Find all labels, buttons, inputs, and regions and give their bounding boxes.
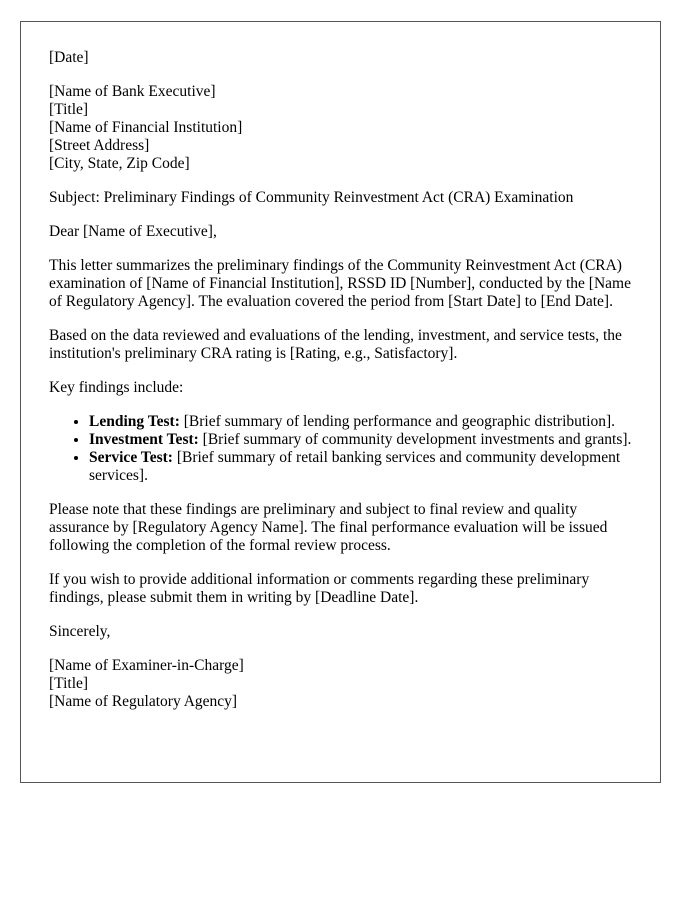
signature-block	[49, 657, 632, 711]
finding-item-service	[89, 449, 632, 485]
key-findings-intro: Key findings include:	[49, 379, 184, 396]
letter-date: [Date]	[49, 49, 89, 66]
subject-line: Subject: Preliminary Findings of Community Reinvestment Act (CRA) Examination	[49, 189, 574, 206]
finding-label: Lending Test:	[89, 413, 180, 430]
signer-name: [Name of Examiner-in-Charge]	[49, 657, 244, 674]
finding-text: [Brief summary of community development investments and grants].	[198, 431, 632, 448]
finding-text: [Brief summary of lending performance and geographic distribution].	[179, 413, 616, 430]
comments-paragraph: If you wish to provide additional information or comments regarding these preliminary findings, please submit them in writing by [Deadline Date].	[49, 571, 590, 606]
closing: Sincerely,	[49, 623, 111, 640]
finding-item-investment	[89, 431, 632, 449]
intro-paragraph: This letter summarizes the preliminary findings of the Community Reinvestment Act (CRA) examination of [Name of Financial Institution], RSSD ID [Number], conducted by the [Name of Regulatory Agency]. The evaluation covered the period from [Start Date] to [End Date].	[49, 257, 631, 310]
finding-label: Service Test:	[89, 449, 173, 466]
recipient-city: [City, State, Zip Code]	[49, 155, 190, 172]
finding-item-lending	[89, 413, 632, 431]
signer-agency: [Name of Regulatory Agency]	[49, 693, 238, 710]
signer-title: [Title]	[49, 675, 89, 692]
recipient-title: [Title]	[49, 101, 89, 118]
note-paragraph: Please note that these findings are preliminary and subject to final review and quality assurance by [Regulatory Agency Name]. The final performance evaluation will be issued following the completion of the formal review process.	[49, 501, 608, 554]
recipient-institution: [Name of Financial Institution]	[49, 119, 243, 136]
key-findings-list	[49, 413, 632, 485]
recipient-address-block	[49, 83, 632, 173]
finding-label: Investment Test:	[89, 431, 199, 448]
date-line	[49, 49, 632, 67]
salutation: Dear [Name of Executive],	[49, 223, 217, 240]
finding-text: [Brief summary of retail banking services and community development services].	[89, 449, 621, 484]
recipient-name: [Name of Bank Executive]	[49, 83, 216, 100]
rating-paragraph: Based on the data reviewed and evaluations of the lending, investment, and service tests, the institution's preliminary CRA rating is [Rating, e.g., Satisfactory].	[49, 327, 622, 362]
letter-page	[20, 21, 661, 783]
recipient-street: [Street Address]	[49, 137, 150, 154]
